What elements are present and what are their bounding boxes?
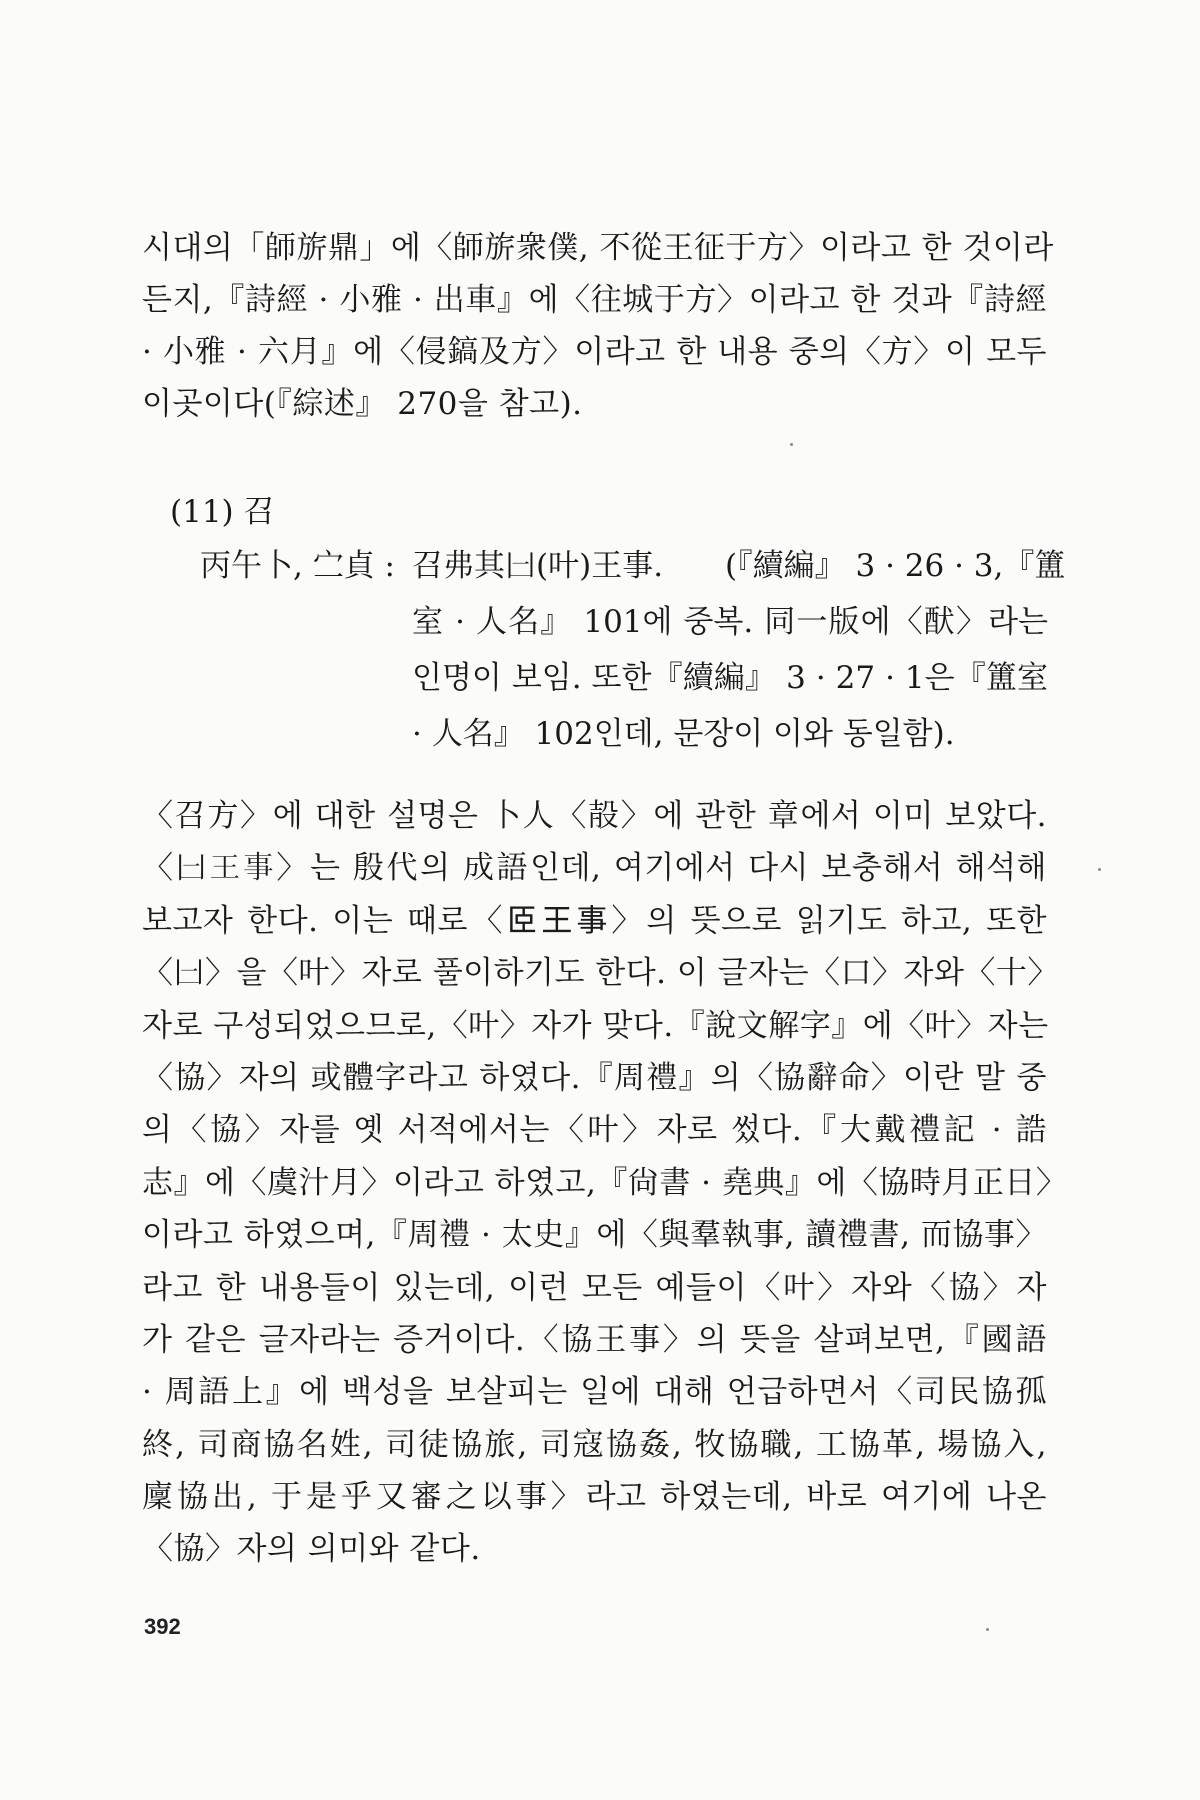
paragraph-2-line: 가 같은 글자라는 증거이다.〈協王事〉의 뜻을 살펴보면,『國語 [142, 1321, 1047, 1358]
paragraph-1 [142, 222, 1054, 430]
paragraph-2 [142, 790, 1068, 1576]
paragraph-2-line: 〈協〉자의 의미와 같다. [142, 1531, 481, 1568]
example-note-line: 인명이 보임. 또한『續編』 3 · 27 · 1은『簠室 [412, 660, 1048, 696]
paragraph-2-line: 의〈協〉자를 옛 서적에서는〈叶〉자로 썼다.『大戴禮記 · 誥 [142, 1112, 1047, 1149]
example-note-line: · 人名』 102인데, 문장이 이와 동일함). [412, 716, 955, 752]
paragraph-2-line: 〈𠙵〉을〈叶〉자로 풀이하기도 한다. 이 글자는〈口〉자와〈十〉 [142, 955, 1059, 992]
example-indent [200, 594, 412, 650]
page-number: 392 [144, 1614, 181, 1639]
example-row [200, 594, 1048, 650]
scan-speck [1098, 868, 1101, 871]
example-indent [200, 706, 412, 762]
example-label: 丙午卜, 㝉貞 : [200, 548, 396, 584]
scan-speck [986, 1628, 989, 1631]
paragraph-1-line: 시대의「師旂鼎」에〈師旂衆僕, 不從王征于方〉이라고 한 것이라 [142, 230, 1054, 266]
paragraph-1-line: · 小雅 · 六月』에〈侵鎬及方〉이라고 한 내용 중의〈方〉이 모두 [142, 334, 1047, 370]
example-note-line: 室 · 人名』 101에 중복. 同一版에〈䣭〉라는 [412, 604, 1048, 640]
paragraph-2-line: 廩協出, 于是乎又審之以事〉라고 하였는데, 바로 여기에 나온 [142, 1479, 1047, 1516]
example-row [200, 706, 1048, 762]
paragraph-1-line: 든지,『詩經 · 小雅 · 出車』에〈往城于方〉이라고 한 것과『詩經 [142, 282, 1047, 318]
paragraph-2-line: 자로 구성되었으므로,〈叶〉자가 맞다.『說文解字』에〈叶〉자는 [142, 1007, 1049, 1044]
paragraph-2-line: 〈召方〉에 대한 설명은 卜人〈㱿〉에 관한 章에서 이미 보았다. [142, 798, 1047, 834]
paragraph-2-line: 라고 한 내용들이 있는데, 이런 모든 예들이〈叶〉자와〈協〉자 [142, 1269, 1047, 1306]
example-heading: (11) 召 [170, 494, 275, 530]
paragraph-1-line: 이곳이다(『綜述』 270을 참고). [142, 386, 583, 422]
paragraph-2-line: 志』에〈虞汁月〉이라고 하였고,『尙書 · 堯典』에〈協時月正日〉 [142, 1164, 1068, 1201]
example-text [412, 538, 1065, 594]
paragraph-2-line: 終, 司商協名姓, 司徒協旅, 司寇協姦, 牧協職, 工協革, 場協入, [142, 1426, 1047, 1463]
paragraph-2-line: 이라고 하였으며,『周禮 · 太史』에〈與羣執事, 讀禮書, 而協事〉 [142, 1217, 1047, 1254]
example-inscription: 召弗其𠙵(叶)王事. [412, 548, 664, 584]
paragraph-2-line: 〈𠙵王事〉는 殷代의 成語인데, 여기에서 다시 보충해서 해석해 [142, 850, 1047, 887]
example-row [200, 650, 1048, 706]
paragraph-2-line: 〈協〉자의 或體字라고 하였다.『周禮』의〈協辭命〉이란 말 중 [142, 1059, 1047, 1096]
paragraph-2-line: · 周語上』에 백성을 보살피는 일에 대해 언급하면서〈司民協孤 [142, 1374, 1047, 1411]
example-block [200, 538, 1066, 762]
example-row [200, 538, 1066, 594]
scan-speck [790, 443, 793, 446]
example-indent [200, 650, 412, 706]
paragraph-2-line: 보고자 한다. 이는 때로〈𦣞王事〉의 뜻으로 읽기도 하고, 또한 [142, 902, 1047, 939]
example-source: (『續編』 3 · 26 · 3,『簠 [725, 548, 1066, 584]
